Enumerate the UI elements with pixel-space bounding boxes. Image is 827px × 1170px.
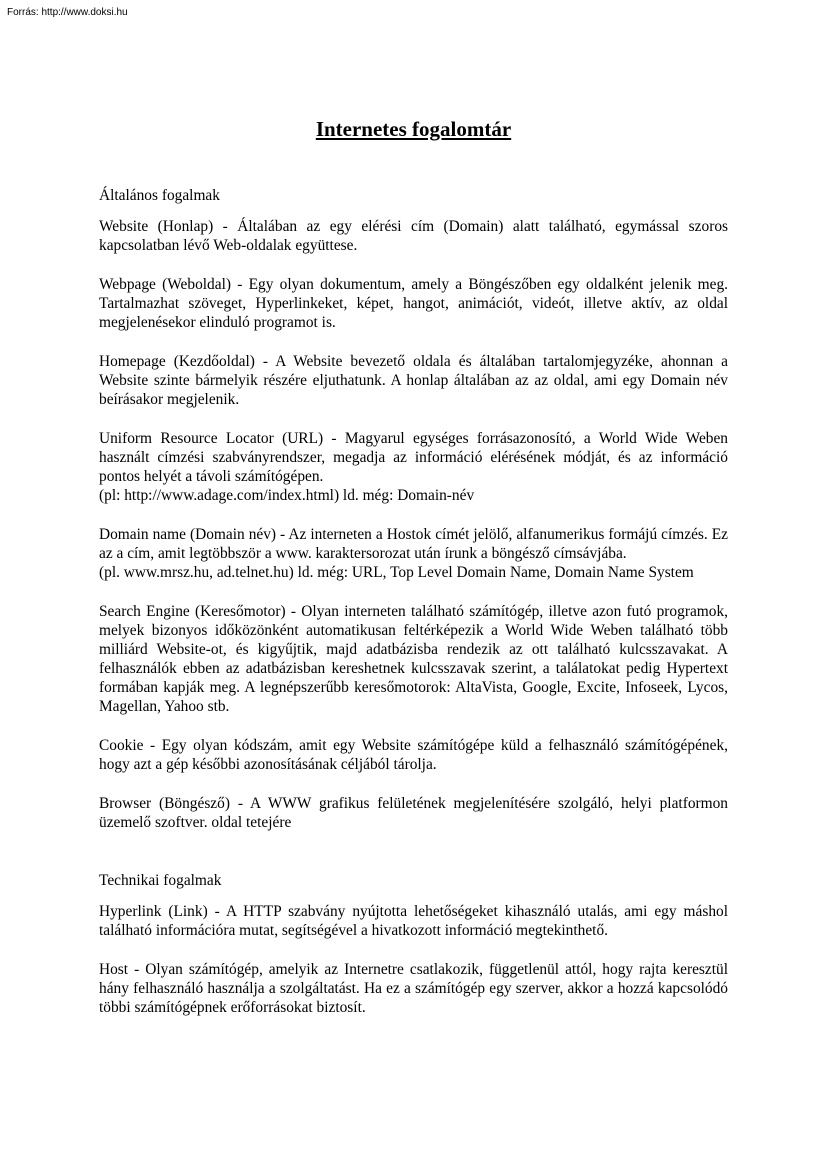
source-header: Forrás: http://www.doksi.hu xyxy=(7,7,128,18)
entry-cookie: Cookie - Egy olyan kódszám, amit egy Website számítógépe küld a felhasználó számítógépének, hogy azt a gép későbbi azonosításának céljából tárolja. xyxy=(99,737,728,773)
entry-browser: Browser (Böngésző) - A WWW grafikus felületének megjelenítésére szolgáló, helyi platformon üzemelő szoftver. oldal tetejére xyxy=(99,795,728,831)
page-title: Internetes fogalomtár xyxy=(315,117,512,141)
entry-url: Uniform Resource Locator (URL) - Magyarul egységes forrásazonosító, a World Wide Weben használt címzési szabványrendszer, megadja az információ elérésének módját, és az információ pontos helyét a távoli számítógépen. (pl: http://www.adage.com/index.html) ld. még: Domain-név xyxy=(99,430,728,504)
entry-website: Website (Honlap) - Általában az egy elérési cím (Domain) alatt található, egymással szoros kapcsolatban lévő Web-oldalak együttese. xyxy=(99,218,728,254)
entry-domain-name: Domain name (Domain név) - Az interneten a Hostok címét jelölő, alfanumerikus formájú címzés. Ez az a cím, amit legtöbbször a www. karaktersorozat után írunk a böngésző címsávjába. (pl. www.mrsz.hu, ad.telnet.hu) ld. még: URL, Top Level Domain Name, Domain Name System xyxy=(99,526,728,581)
entry-host: Host - Olyan számítógép, amelyik az Internetre csatlakozik, függetlenül attól, hogy rajta keresztül hány felhasználó használja a szolgáltatást. Ha ez a számítógép egy szerver, akkor a hozzá kapcsolódó többi számítógépnek erőforrásokat biztosít. xyxy=(99,961,728,1016)
section-technical xyxy=(99,871,728,1017)
section-heading-technical: Technikai fogalmak xyxy=(99,872,222,889)
entry-homepage: Homepage (Kezdőoldal) - A Website bevezető oldala és általában tartalomjegyzéke, ahonnan a Website szinte bármelyik részére eljuthatunk. A honlap általában az az oldal, ami egy Domain név beírásakor megjelenik. xyxy=(99,353,728,408)
entry-webpage: Webpage (Weboldal) - Egy olyan dokumentum, amely a Böngészőben egy oldalként jelenik meg. Tartalmazhat szöveget, Hyperlinkeket, képet, hangot, animációt, videót, illetve aktív, az oldal megjelenésekor elinduló programot is. xyxy=(99,276,728,331)
document-body xyxy=(99,114,728,1017)
entry-search-engine: Search Engine (Keresőmotor) - Olyan interneten található számítógép, illetve azon futó programok, melyek bizonyos időközönként automatikusan feltérképezik a World Wide Weben található több milliárd Website-ot, és kigyűjtik, majd adatbázisba rendezik az ott található kulcsszavakat. A felhasználók ebben az adatbázisban kereshetnek kulcsszavak szerint, a találatokat pedig Hypertext formában kapják meg. A legnépszerűbb keresőmotorok: AltaVista, Google, Excite, Infoseek, Lycos, Magellan, Yahoo stb. xyxy=(99,603,728,715)
section-general xyxy=(99,186,728,832)
section-heading-general: Általános fogalmak xyxy=(99,187,220,204)
entry-hyperlink: Hyperlink (Link) - A HTTP szabvány nyújtotta lehetőségeket kihasználó utalás, ami egy máshol található információra mutat, segítségével a hivatkozott információ megtekinthető. xyxy=(99,903,728,939)
